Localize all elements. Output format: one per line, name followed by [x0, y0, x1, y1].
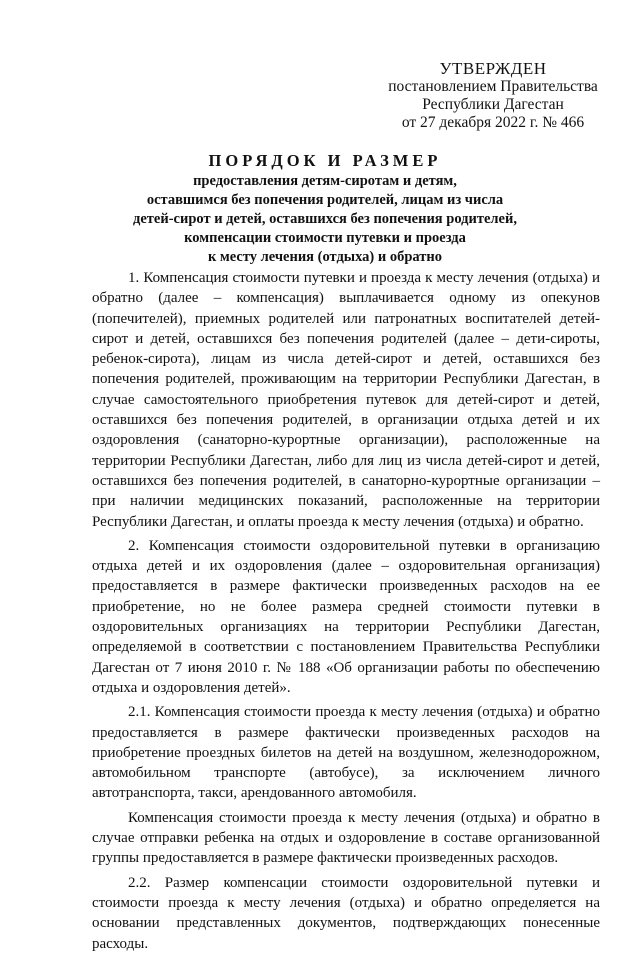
approval-line-2: Республики Дагестан: [422, 96, 564, 113]
document-title: ПОРЯДОК И РАЗМЕР: [208, 151, 442, 170]
subtitle-line-1: предоставления детям-сиротам и детям,: [193, 173, 457, 189]
paragraph-2-2: 2.2. Размер компенсации стоимости оздоровительной путевки и стоимости проезда к месту лечения (отдыха) и обратно определяется на основании представленных документов, подтверждающих понесенные расходы.: [92, 874, 600, 952]
subtitle-line-4: компенсации стоимости путевки и проезда: [184, 230, 466, 246]
subtitle-line-5: к месту лечения (отдыха) и обратно: [207, 249, 443, 265]
approval-title: УТВЕРЖДЕН: [439, 59, 547, 78]
paragraph-1: 1. Компенсация стоимости путевки и проезда к месту лечения (отдыха) и обратно (далее – компенсация) выплачивается одному из опекунов (попечителей), приемных родителей или патронатных воспитателей детей-сирот и детей, оставшихся без попечения родителей (далее – дети-сироты, ребенок-сирота), лицам из числа детей-сирот и детей, оставшихся без попечения родителей, проживающим на территории Республики Дагестан, в случае самостоятельного приобретения путевок для детей-сирот и детей, оставшихся без попечения родителей, в организации отдыха детей и их оздоровления (санаторно-курортные организации), расположенные на территории Республики Дагестан, либо для лиц из числа детей-сирот и детей, оставшихся без попечения родителей, в санаторно-курортные организации – при наличии медицинских показаний, расположенные на территории Республики Дагестан, и оплаты проезда к месту лечения (отдыха) и обратно.: [92, 270, 600, 530]
subtitle-line-2: оставшимся без попечения родителей, лицам из числа: [146, 192, 504, 208]
paragraph-2: 2. Компенсация стоимости оздоровительной путевки в организацию отдыха детей и их оздоровления (далее – оздоровительная организация) предоставляется в размере фактически произведенных расходов на ее приобретение, но не более размера средней стоимости путевки в оздоровительных организациях на территории Республики Дагестан, определяемой в соответствии с постановлением Правительства Республики Дагестан от 7 июня 2010 г. № 188 «Об организации работы по обеспечению отдыха и оздоровления детей».: [92, 537, 600, 696]
document-body: [92, 268, 600, 958]
approval-line-1: постановлением Правительства: [388, 78, 598, 95]
approval-line-3: от 27 декабря 2022 г. № 466: [401, 114, 585, 131]
paragraph-2-1-continued: Компенсация стоимости проезда к месту лечения (отдыха) и обратно в случае отправки ребенка на отдых и оздоровление в составе организованной группы предоставляется в размере фактически произведенных расходов.: [92, 809, 600, 867]
approval-stamp: [388, 60, 598, 132]
paragraph-2-1: 2.1. Компенсация стоимости проезда к месту лечения (отдыха) и обратно предоставляется в размере фактически произведенных расходов на приобретение проездных билетов на детей на воздушном, железнодорожном, автомобильном транспорте (автобусе), за исключением личного автотранспорта, такси, арендованного автомобиля.: [92, 704, 600, 802]
subtitle-line-3: детей-сирот и детей, оставшихся без попечения родителей,: [133, 211, 517, 227]
document-heading: [100, 150, 550, 267]
